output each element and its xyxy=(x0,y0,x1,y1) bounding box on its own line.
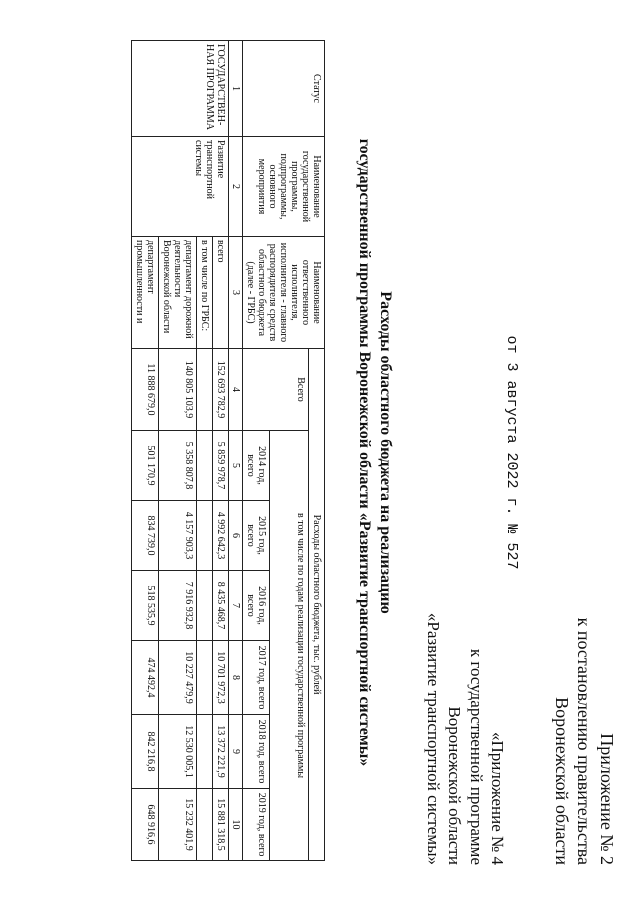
header-total: Всего xyxy=(243,349,309,431)
col-number: 8 xyxy=(229,641,243,715)
col-number: 6 xyxy=(229,501,243,571)
appendix-program-name: «Развитие транспортной системы» xyxy=(424,612,444,865)
year-cell xyxy=(197,789,213,861)
total-cell: 140 805 103,9 xyxy=(159,349,197,431)
year-cell: 4 992 642,3 xyxy=(213,501,229,571)
total-cell: 152 693 782,9 xyxy=(213,349,229,431)
year-cell: 842 216,8 xyxy=(132,715,159,789)
year-cell: 5 859 978,7 xyxy=(213,431,229,501)
year-cell xyxy=(197,571,213,641)
title-line-1: Расходы областного бюджета на реализацию xyxy=(377,291,394,614)
header-year-2016: 2016 год, всего xyxy=(243,571,270,641)
year-cell: 648 916,6 xyxy=(132,789,159,861)
year-cell: 474 492,4 xyxy=(132,641,159,715)
appendix-number: Приложение № 2 xyxy=(597,733,617,865)
header-year-2014: 2014 год, всего xyxy=(243,431,270,501)
year-cell: 7 916 932,8 xyxy=(159,571,197,641)
year-cell: 5 358 807,8 xyxy=(159,431,197,501)
col-number: 3 xyxy=(229,237,243,349)
header-by-years: в том числе по годам реализации государственной программы xyxy=(270,431,309,861)
appendix-decree: к постановлению правительства xyxy=(574,617,595,865)
header-year-2017: 2017 год, всего xyxy=(243,641,270,715)
total-cell xyxy=(197,349,213,431)
year-cell: 10 701 972,3 xyxy=(213,641,229,715)
header-row-1 xyxy=(309,41,325,861)
header-year-2019: 2019 год, всего xyxy=(243,789,270,861)
year-cell: 8 435 468,7 xyxy=(213,571,229,641)
col-number: 9 xyxy=(229,715,243,789)
header-year-2015: 2015 год, всего xyxy=(243,501,270,571)
status-cell: ГОСУДАРСТВЕН-НАЯ ПРОГРАММА xyxy=(132,41,229,137)
year-cell: 13 372 221,9 xyxy=(213,715,229,789)
year-cell: 834 739,0 xyxy=(132,501,159,571)
expenses-table xyxy=(131,40,325,861)
year-cell: 15 881 318,5 xyxy=(213,789,229,861)
header-status: Статус xyxy=(243,41,325,137)
col-number: 4 xyxy=(229,349,243,431)
col-number: 10 xyxy=(229,789,243,861)
year-cell xyxy=(197,431,213,501)
executor-cell: департамент промышленности и xyxy=(132,237,159,349)
year-cell: 15 232 401,9 xyxy=(159,789,197,861)
year-cell: 501 170,9 xyxy=(132,431,159,501)
executor-cell: департамент дорожной деятельности Воронежской области xyxy=(159,237,197,349)
appendix-block xyxy=(551,618,619,865)
col-number: 7 xyxy=(229,571,243,641)
header-year-2018: 2018 год, всего xyxy=(243,715,270,789)
header-program-name: Наименование государственной программы, подпрограммы, основного мероприятия xyxy=(243,137,325,237)
col-number: 1 xyxy=(229,41,243,137)
appendix-program-ref: к государственной программе xyxy=(466,648,486,865)
column-number-row xyxy=(229,41,243,861)
total-cell: 11 888 679,0 xyxy=(132,349,159,431)
appendix-program-region: Воронежской области xyxy=(445,706,465,865)
year-cell: 518 535,9 xyxy=(132,571,159,641)
order-date-line: от 3 августа 2022 г. № 527 xyxy=(503,335,520,570)
year-cell: 10 227 479,9 xyxy=(159,641,197,715)
appendix-program-number: «Приложение № 4 xyxy=(488,732,507,865)
document-title xyxy=(353,0,395,905)
executor-cell: всего xyxy=(213,237,229,349)
title-line-2: государственной программы Воронежской области «Развитие транспортной системы» xyxy=(356,138,374,767)
year-cell xyxy=(197,501,213,571)
executor-cell: в том числе по ГРБС: xyxy=(197,237,213,349)
appendix-program-block xyxy=(423,613,508,865)
appendix-region: Воронежской области xyxy=(552,697,572,865)
header-executor: Наименование ответственного исполнителя, исполнителя - главного распорядителя средств областного бюджета (далее - ГРБС) xyxy=(243,237,325,349)
year-cell xyxy=(197,641,213,715)
col-number: 2 xyxy=(229,137,243,237)
year-cell xyxy=(197,715,213,789)
year-cell: 12 530 005,1 xyxy=(159,715,197,789)
program-name-cell: Развитие транспортной системы xyxy=(132,137,229,237)
col-number: 5 xyxy=(229,431,243,501)
year-cell: 4 157 903,3 xyxy=(159,501,197,571)
header-expenses: Расходы областного бюджета, тыс. рублей xyxy=(309,349,325,861)
table-row xyxy=(213,41,229,861)
